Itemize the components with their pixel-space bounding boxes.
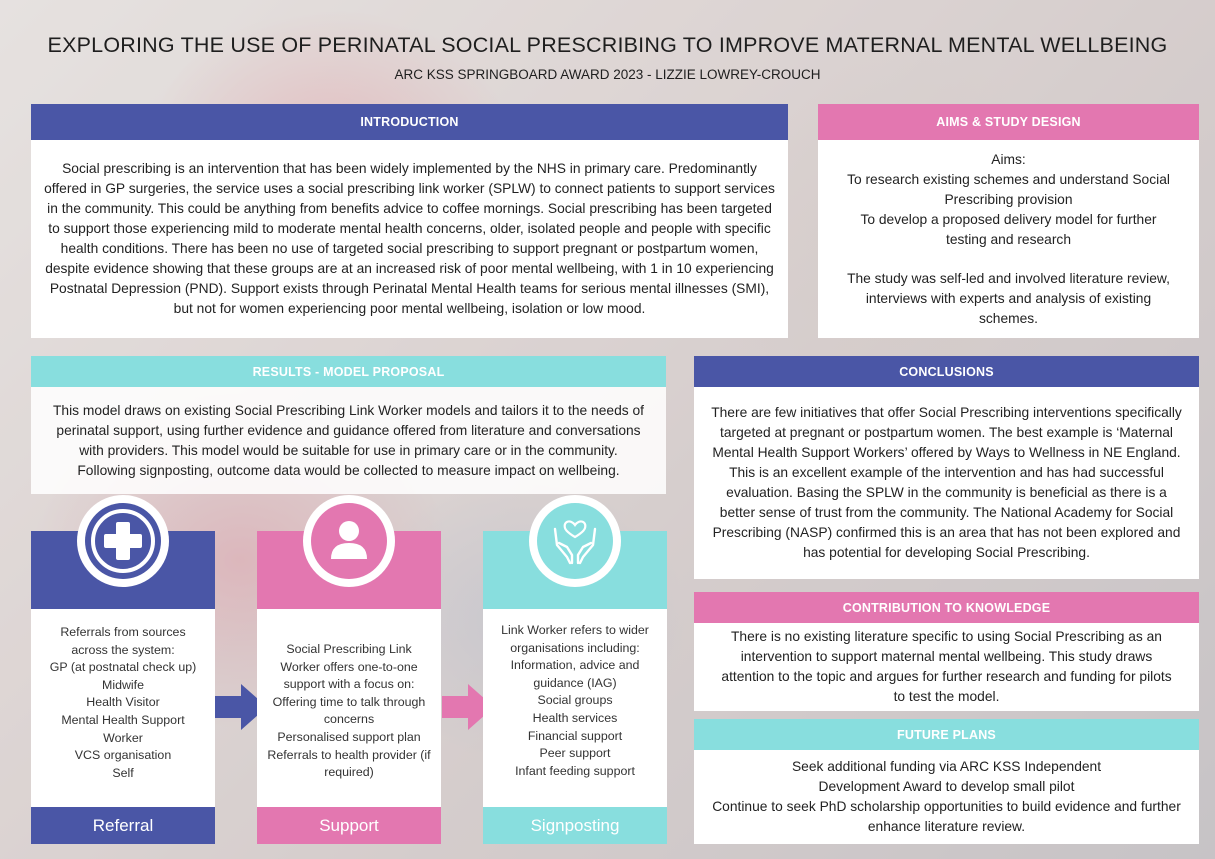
signposting-label: Signposting bbox=[483, 807, 667, 844]
contribution-header: CONTRIBUTION TO KNOWLEDGE bbox=[694, 592, 1199, 623]
poster-title: EXPLORING THE USE OF PERINATAL SOCIAL PRESCRIBING TO IMPROVE MATERNAL MENTAL WELLBEING bbox=[47, 33, 1168, 57]
signposting-line: Information, advice and guidance (IAG) bbox=[510, 658, 640, 690]
referral-card bbox=[31, 609, 215, 807]
referral-icon-badge bbox=[77, 495, 169, 587]
support-line: Offering time to talk through concerns bbox=[272, 694, 426, 727]
introduction-text: Social prescribing is an intervention that has been widely implemented by the NHS in primary care. Predominantly offered in GP surgeries, the service uses a social prescribing link worker (SPLW) to connect patients to support services in the community. This could be anything from benefits advice to coffee mornings. Social prescribing has been targeted to support those experiencing mild to moderate mental health concerns, older, isolated people and people with specific health conditions. There has been no use of targeted social prescribing to support pregnant or postpartum women, despite evidence showing that these groups are at an increased risk of poor mental wellbeing, with 1 in 10 experiencing Postnatal Depression (PND). Support exists through Perinatal Mental Health teams for serious mental illnesses (SMI), but not for women experiencing poor mental wellbeing, isolation or low mood. bbox=[44, 161, 775, 316]
conclusions-panel bbox=[694, 387, 1199, 579]
signposting-line: Peer support bbox=[539, 746, 611, 761]
support-label: Support bbox=[257, 807, 441, 844]
conclusions-text: There are few initiatives that offer Social Prescribing interventions specifically targeted at pregnant or postpartum women. The best example is ‘Maternal Mental Health Support Workers’ offered by Ways to Wellness in NE England. This is an excellent example of the intervention and has had successful evaluation. Basing the SPLW in the community is beneficial as there is a better sense of trust from the community. The National Academy for Social Prescribing (NASP) confirmed this is an area that has not been explored and has potential for developing Social Prescribing. bbox=[711, 405, 1182, 560]
aims-item-1: To research existing schemes and understand Social Prescribing provision bbox=[847, 171, 1170, 207]
poster-subtitle: ARC KSS SPRINGBOARD AWARD 2023 - LIZZIE LOWREY-CROUCH bbox=[394, 67, 821, 82]
aims-label: Aims: bbox=[991, 151, 1026, 167]
contribution-text: There is no existing literature specific to using Social Prescribing as an intervention to support maternal mental wellbeing. This study draws attention to the topic and argues for further research and funding for pilots to test the model. bbox=[721, 629, 1172, 704]
support-line: Social Prescribing Link Worker offers one-to-one support with a focus on: bbox=[280, 642, 418, 692]
signposting-icon-badge bbox=[529, 495, 621, 587]
results-panel bbox=[31, 387, 666, 494]
person-icon bbox=[311, 503, 387, 579]
signposting-line: Infant feeding support bbox=[515, 763, 635, 778]
medical-cross-icon bbox=[85, 503, 161, 579]
support-card bbox=[257, 609, 441, 807]
support-icon-badge bbox=[303, 495, 395, 587]
contribution-panel bbox=[694, 623, 1199, 711]
signposting-line: Social groups bbox=[537, 693, 613, 708]
aims-item-2: To develop a proposed delivery model for further testing and research bbox=[860, 211, 1157, 247]
future-plan-1: Seek additional funding via ARC KSS Independent Development Award to develop small pilot bbox=[791, 759, 1102, 794]
future-plan-2: Continue to seek PhD scholarship opportunities to build evidence and further enhance literature review. bbox=[712, 799, 1181, 834]
future-plans-header: FUTURE PLANS bbox=[694, 719, 1199, 750]
referral-line: VCS organisation bbox=[74, 748, 172, 763]
aims-panel bbox=[818, 140, 1199, 338]
referral-line: Health Visitor bbox=[86, 695, 160, 710]
signposting-line: Health services bbox=[532, 710, 618, 725]
results-text: This model draws on existing Social Prescribing Link Worker models and tailors it to the needs of perinatal support, using further evidence and guidance offered from literature and conversations with providers. This model would be suitable for use in primary care or in the community. Following signposting, outcome data would be collected to measure impact on wellbeing. bbox=[53, 402, 644, 478]
study-design-text: The study was self-led and involved literature review, interviews with experts and analysis of existing schemes. bbox=[847, 270, 1170, 326]
signposting-line: Link Worker refers to wider organisations including: bbox=[501, 623, 649, 655]
conclusions-header: CONCLUSIONS bbox=[694, 356, 1199, 387]
referral-line: GP (at postnatal check up) bbox=[49, 660, 197, 675]
caring-hands-heart-icon bbox=[537, 503, 613, 579]
support-line: Personalised support plan bbox=[277, 729, 421, 744]
referral-line: Self bbox=[112, 765, 134, 780]
referral-line: Midwife bbox=[102, 677, 144, 692]
future-plans-panel bbox=[694, 750, 1199, 844]
referral-line: Mental Health Support Worker bbox=[61, 712, 185, 745]
support-line: Referrals to health provider (if required) bbox=[267, 747, 431, 780]
introduction-panel bbox=[31, 140, 788, 338]
introduction-header: INTRODUCTION bbox=[31, 104, 788, 140]
referral-label: Referral bbox=[31, 807, 215, 844]
referral-line: Referrals from sources across the system: bbox=[60, 625, 186, 657]
signposting-line: Financial support bbox=[527, 728, 623, 743]
aims-header: AIMS & STUDY DESIGN bbox=[818, 104, 1199, 140]
results-header: RESULTS - MODEL PROPOSAL bbox=[31, 356, 666, 387]
signposting-card bbox=[483, 609, 667, 807]
